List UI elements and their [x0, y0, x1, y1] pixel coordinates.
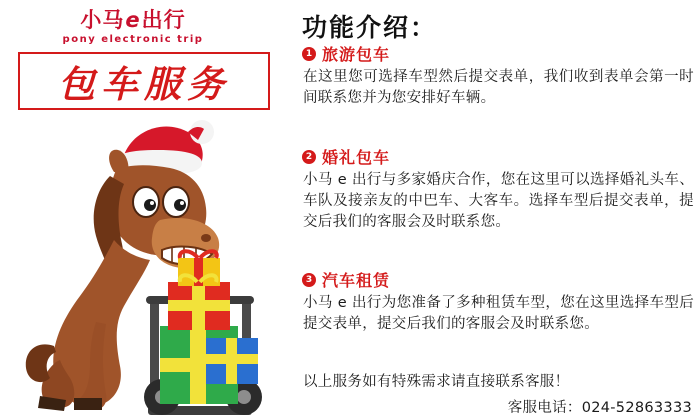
section-tour-charter — [302, 42, 694, 109]
brand-logo — [28, 8, 238, 45]
section-3-number-badge: 3 — [302, 273, 316, 287]
hotline-label: 客服电话： — [507, 400, 582, 416]
section-wedding-charter — [302, 145, 694, 233]
footer-note: 以上服务如有特殊需求请直接联系客服！ — [303, 374, 570, 390]
left-column — [0, 0, 292, 420]
page-title: 功能介绍： — [302, 13, 438, 42]
brand-name-cn-part2: e — [125, 8, 141, 32]
cartoon-horse-with-gifts-icon — [10, 110, 290, 415]
section-2-title: 婚礼包车 — [322, 148, 391, 167]
service-banner-text: 包车服务 — [58, 63, 230, 106]
section-1-body: 在这里您可选择车型然后提交表单，我们收到表单会第一时间联系您并为您安排好车辆。 — [303, 69, 694, 106]
right-column — [296, 0, 700, 420]
brand-name-en: pony electronic trip — [62, 34, 204, 45]
hotline-number: 024-52863333 — [581, 400, 692, 416]
section-3-body: 小马 e 出行为您准备了多种租赁车型，您在这里选择车型后提交表单，提交后我们的客服会及时联系您。 — [303, 295, 694, 332]
section-1-title: 旅游包车 — [322, 45, 391, 64]
customer-service-hotline — [508, 396, 692, 417]
section-2-body: 小马 e 出行与多家婚庆合作，您在这里可以选择婚礼头车、车队及接亲友的中巴车、大客车。选择车型后提交表单，提交后我们的客服会及时联系您。 — [303, 172, 694, 230]
brand-name-cn-part3: 出行 — [141, 8, 186, 32]
section-1-number-badge: 1 — [302, 47, 316, 61]
service-banner — [18, 52, 270, 110]
section-1-header — [302, 42, 694, 65]
section-car-rental — [302, 268, 694, 335]
section-2-header — [302, 145, 694, 168]
section-2-number-badge: 2 — [302, 150, 316, 164]
section-3-header — [302, 268, 694, 291]
brand-name-cn — [28, 8, 238, 32]
section-3-title: 汽车租赁 — [322, 271, 391, 290]
brand-name-cn-part1: 小马 — [80, 8, 125, 32]
